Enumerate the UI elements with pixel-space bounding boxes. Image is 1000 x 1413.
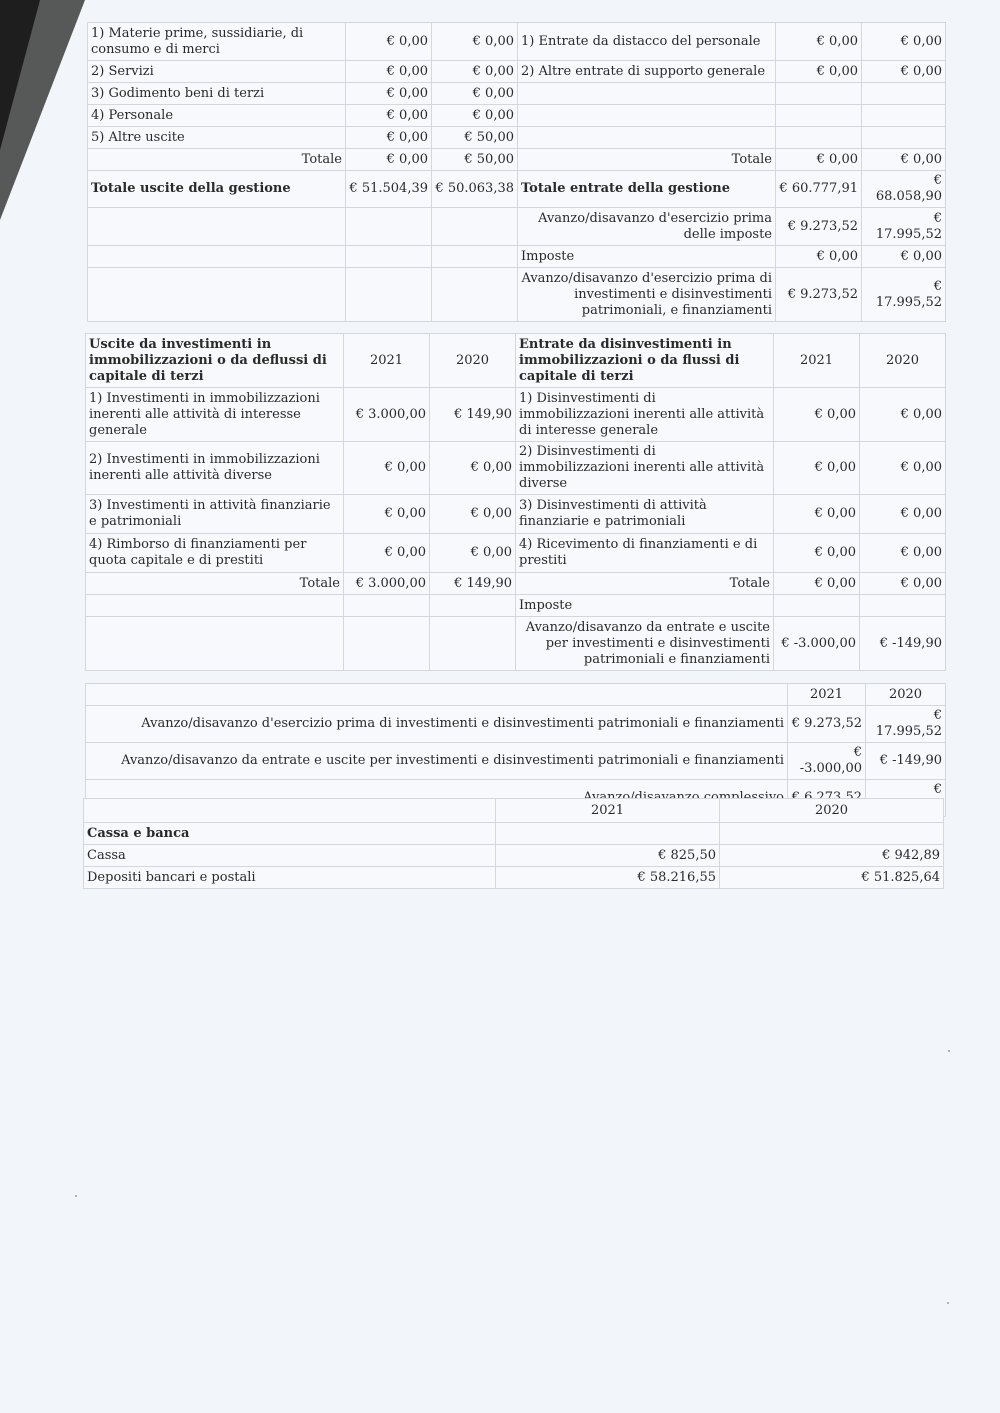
avanzo-investimenti-2020: € 17.995,52: [862, 268, 946, 322]
entrata-2021: € 0,00: [774, 495, 860, 534]
avanzo-imposte-label: Avanzo/disavanzo d'esercizio prima delle imposte: [518, 208, 776, 246]
entrate-header: Entrate da disinvestimenti in immobilizzazioni o da flussi di capitale di terzi: [516, 334, 774, 388]
entrate-year-2021: 2021: [774, 334, 860, 388]
uscita-2021: € 0,00: [346, 105, 432, 127]
uscita-2020: € 149,90: [430, 388, 516, 442]
table-row: [86, 743, 946, 780]
riepilogo-label: Avanzo/disavanzo d'esercizio prima di investimenti e disinvestimenti patrimoniali e finanziamenti: [86, 706, 788, 743]
avanzo-imposte-2021: € 9.273,52: [776, 208, 862, 246]
avanzo-label: Avanzo/disavanzo da entrate e uscite per investimenti e disinvestimenti patrimoniali e finanziamenti: [516, 617, 774, 671]
section-title: Cassa e banca: [84, 823, 496, 845]
uscita-label: 3) Godimento beni di terzi: [88, 83, 346, 105]
totale-entrate-2020: € 68.058,90: [862, 171, 946, 208]
entrata-2020: € 0,00: [860, 442, 946, 495]
cassa-banca-table: [83, 798, 944, 889]
uscita-label: 3) Investimenti in attività finanziarie e patrimoniali: [86, 495, 344, 534]
entrata-2021: € 0,00: [776, 23, 862, 61]
uscite-year-2020: 2020: [430, 334, 516, 388]
uscite-year-2021: 2021: [344, 334, 430, 388]
table-row: [88, 127, 946, 149]
table-row: [86, 495, 946, 534]
entrata-2020: € 0,00: [860, 534, 946, 573]
table-row: [86, 442, 946, 495]
year-2020: 2020: [720, 799, 944, 823]
entrata-label: [518, 83, 776, 105]
entrata-label: 2) Altre entrate di supporto generale: [518, 61, 776, 83]
uscita-2020: € 0,00: [432, 23, 518, 61]
riepilogo-2020: €: [866, 780, 946, 817]
entrata-2020: € 0,00: [860, 388, 946, 442]
entrata-label: 1) Entrate da distacco del personale: [518, 23, 776, 61]
entrata-label: [518, 105, 776, 127]
table-row: [84, 867, 944, 889]
uscite-header: Uscite da investimenti in immobilizzazioni o da deflussi di capitale di terzi: [86, 334, 344, 388]
uscita-2021: € 0,00: [346, 83, 432, 105]
uscita-2020: € 0,00: [430, 495, 516, 534]
entrata-totale-label: Totale: [518, 149, 776, 171]
uscita-totale-label: Totale: [88, 149, 346, 171]
cassa-2021: € 58.216,55: [496, 867, 720, 889]
cassa-label: Cassa: [84, 845, 496, 867]
riepilogo-2021: € 9.273,52: [788, 706, 866, 743]
entrata-2020: [862, 83, 946, 105]
table-row: [88, 105, 946, 127]
uscita-totale-2020: € 50,00: [432, 149, 518, 171]
totale-row: [86, 573, 946, 595]
gestione-table: [87, 22, 946, 322]
uscita-2020: € 0,00: [430, 534, 516, 573]
uscita-2021: € 0,00: [346, 23, 432, 61]
uscita-label: 1) Investimenti in immobilizzazioni inerenti alle attività di interesse generale: [86, 388, 344, 442]
entrata-label: 4) Ricevimento di finanziamenti e di prestiti: [516, 534, 774, 573]
entrata-totale-2021: € 0,00: [776, 149, 862, 171]
uscita-label: 2) Servizi: [88, 61, 346, 83]
entrata-2021: € 0,00: [774, 442, 860, 495]
uscita-2021: € 3.000,00: [344, 388, 430, 442]
investimenti-table: [85, 333, 946, 671]
entrata-totale-2020: € 0,00: [860, 573, 946, 595]
totale-uscite-2021: € 51.504,39: [346, 171, 432, 208]
entrata-2021: [776, 83, 862, 105]
uscita-2020: € 50,00: [432, 127, 518, 149]
uscita-2020: € 0,00: [430, 442, 516, 495]
imposte-row: [86, 595, 946, 617]
entrata-2020: € 0,00: [862, 61, 946, 83]
uscita-label: 4) Personale: [88, 105, 346, 127]
scan-speck: [948, 1050, 950, 1052]
table-row: [86, 534, 946, 573]
entrata-2021: € 0,00: [774, 534, 860, 573]
scan-corner-shadow-dark: [0, 0, 40, 150]
uscita-totale-2020: € 149,90: [430, 573, 516, 595]
table-row: [84, 845, 944, 867]
entrata-label: [518, 127, 776, 149]
year-2021: 2021: [496, 799, 720, 823]
year-2020: 2020: [866, 684, 946, 706]
avanzo-2021: € -3.000,00: [774, 617, 860, 671]
cassa-2021: € 825,50: [496, 845, 720, 867]
uscita-2021: € 0,00: [346, 127, 432, 149]
totale-uscite-2020: € 50.063,38: [432, 171, 518, 208]
header-row: [84, 799, 944, 823]
entrata-totale-label: Totale: [516, 573, 774, 595]
riepilogo-2021: € -3.000,00: [788, 743, 866, 780]
entrata-totale-2021: € 0,00: [774, 573, 860, 595]
entrata-totale-2020: € 0,00: [862, 149, 946, 171]
uscita-2020: € 0,00: [432, 61, 518, 83]
uscita-totale-label: Totale: [86, 573, 344, 595]
riepilogo-label: Avanzo/disavanzo da entrate e uscite per investimenti e disinvestimenti patrimoniali e finanziamenti: [86, 743, 788, 780]
imposte-label: Imposte: [518, 246, 776, 268]
uscita-2020: € 0,00: [432, 83, 518, 105]
totale-entrate-label: Totale entrate della gestione: [518, 171, 776, 208]
entrata-2020: [862, 105, 946, 127]
scan-speck: [75, 1195, 77, 1197]
avanzo-imposte-row: [88, 208, 946, 246]
entrata-2021: € 0,00: [776, 61, 862, 83]
cassa-2020: € 51.825,64: [720, 867, 944, 889]
entrata-2020: € 0,00: [860, 495, 946, 534]
riepilogo-2020: € -149,90: [866, 743, 946, 780]
uscita-label: 4) Rimborso di finanziamenti per quota capitale e di prestiti: [86, 534, 344, 573]
entrate-year-2020: 2020: [860, 334, 946, 388]
table-row: [88, 23, 946, 61]
uscita-label: 5) Altre uscite: [88, 127, 346, 149]
section-row: [84, 823, 944, 845]
entrata-label: 3) Disinvestimenti di attività finanziarie e patrimoniali: [516, 495, 774, 534]
imposte-2020: € 0,00: [862, 246, 946, 268]
scan-speck: [947, 1302, 949, 1304]
uscita-2020: € 0,00: [432, 105, 518, 127]
table-row: [86, 388, 946, 442]
totale-entrate-2021: € 60.777,91: [776, 171, 862, 208]
entrata-2021: [776, 105, 862, 127]
cassa-label: Depositi bancari e postali: [84, 867, 496, 889]
avanzo-investimenti-label: Avanzo/disavanzo d'esercizio prima di investimenti e disinvestimenti patrimoniali, e finanziamenti: [518, 268, 776, 322]
entrata-2020: [862, 127, 946, 149]
uscita-label: 1) Materie prime, sussidiarie, di consumo e di merci: [88, 23, 346, 61]
riepilogo-table: [85, 683, 946, 817]
entrata-label: 1) Disinvestimenti di immobilizzazioni inerenti alle attività di interesse generale: [516, 388, 774, 442]
cassa-2020: € 942,89: [720, 845, 944, 867]
uscita-2021: € 0,00: [346, 61, 432, 83]
uscita-totale-2021: € 0,00: [346, 149, 432, 171]
imposte-label: Imposte: [516, 595, 774, 617]
totale-gestione-row: [88, 171, 946, 208]
totale-row: [88, 149, 946, 171]
totale-uscite-label: Totale uscite della gestione: [88, 171, 346, 208]
year-2021: 2021: [788, 684, 866, 706]
header-row: [86, 334, 946, 388]
avanzo-row: [86, 617, 946, 671]
avanzo-investimenti-row: [88, 268, 946, 322]
table-row: [88, 61, 946, 83]
imposte-row: [88, 246, 946, 268]
avanzo-investimenti-2021: € 9.273,52: [776, 268, 862, 322]
avanzo-imposte-2020: € 17.995,52: [862, 208, 946, 246]
uscita-2021: € 0,00: [344, 495, 430, 534]
table-row: [86, 706, 946, 743]
avanzo-2020: € -149,90: [860, 617, 946, 671]
uscita-2021: € 0,00: [344, 534, 430, 573]
entrata-2021: € 0,00: [774, 388, 860, 442]
uscita-totale-2021: € 3.000,00: [344, 573, 430, 595]
entrata-label: 2) Disinvestimenti di immobilizzazioni inerenti alle attività diverse: [516, 442, 774, 495]
table-row: [88, 83, 946, 105]
header-row: [86, 684, 946, 706]
entrata-2021: [776, 127, 862, 149]
uscita-2021: € 0,00: [344, 442, 430, 495]
riepilogo-2020: € 17.995,52: [866, 706, 946, 743]
uscita-label: 2) Investimenti in immobilizzazioni inerenti alle attività diverse: [86, 442, 344, 495]
imposte-2021: € 0,00: [776, 246, 862, 268]
entrata-2020: € 0,00: [862, 23, 946, 61]
